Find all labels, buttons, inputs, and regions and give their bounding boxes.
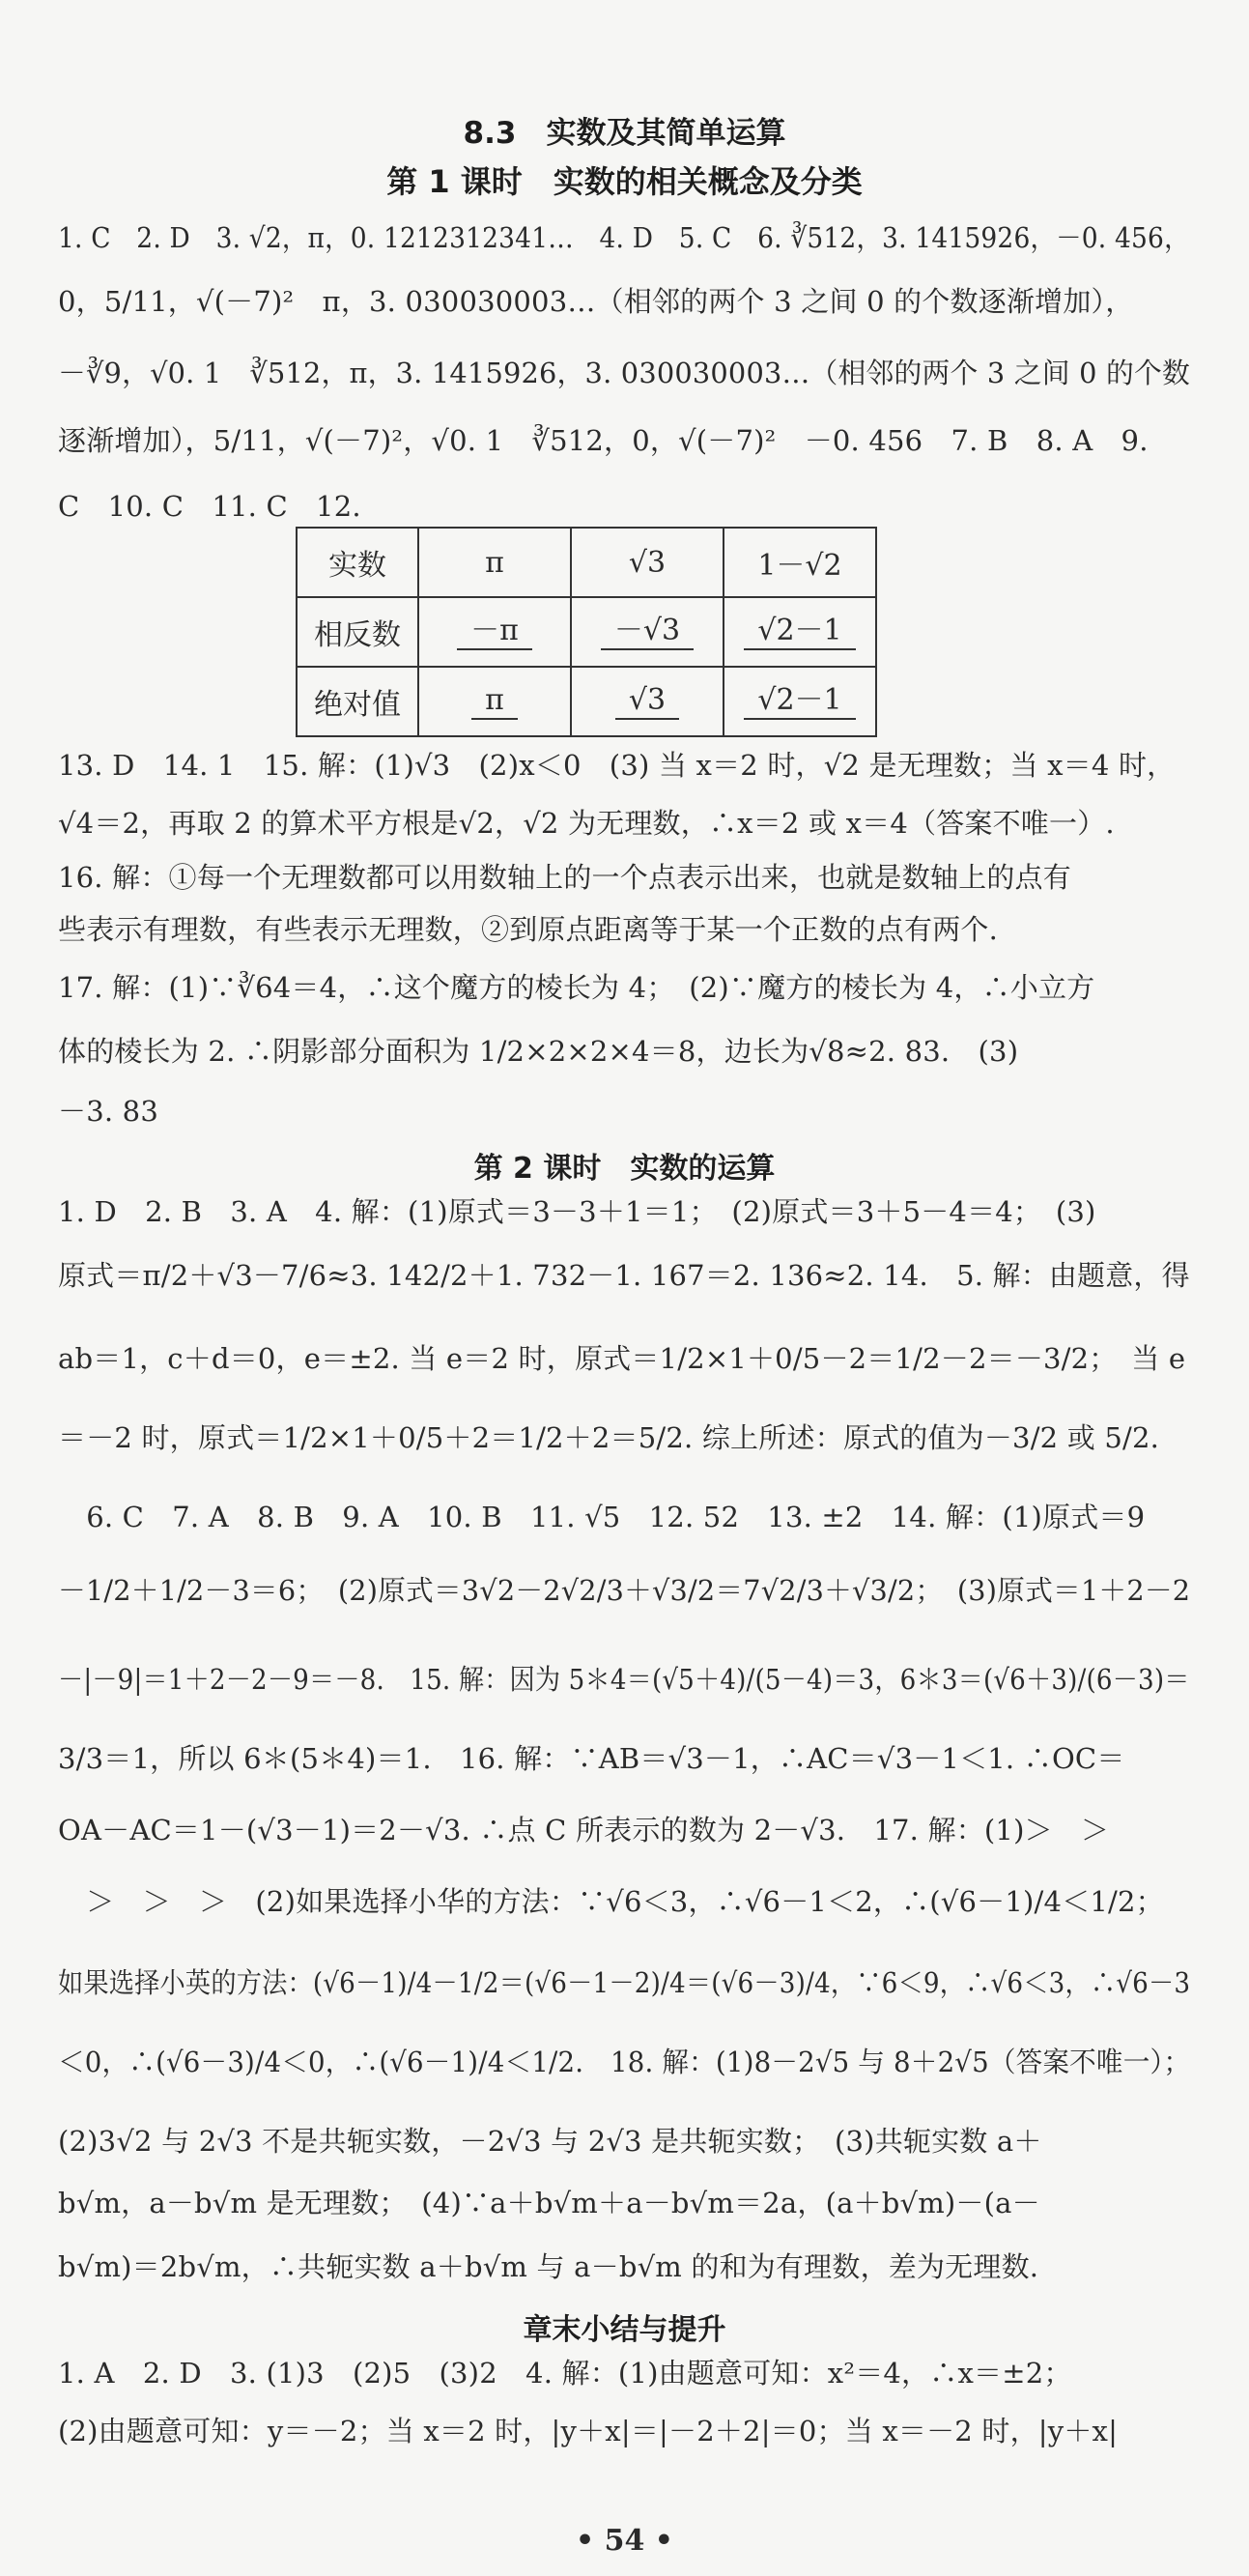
table-answer: －π: [457, 614, 532, 650]
text-line: (2)由题意可知：y＝－2；当 x＝2 时，|y＋x|＝|－2＋2|＝0；当 x＝－2 时，|y＋x|: [58, 2415, 1119, 2447]
text-line: 原式＝π/2＋√3－7/6≈3. 142/2＋1. 732－1. 167＝2. 136≈2. 14. 5. 解：由题意，得: [58, 1259, 1190, 1292]
text-line: ＝－2 时，原式＝1/2×1＋0/5＋2＝1/2＋2＝5/2. 综上所述：原式的值为－3/2 或 5/2.: [58, 1421, 1160, 1454]
table-answer: √3: [615, 683, 679, 720]
table-cell: π: [418, 528, 571, 597]
text-line: 0，5/11，√(－7)² π，3. 030030003…（相邻的两个 3 之间 0 的个数逐渐增加），: [58, 285, 1134, 318]
table-row: [297, 667, 876, 736]
table-answer: π: [471, 683, 518, 720]
table-answer: －√3: [601, 614, 694, 650]
text-line: 13. D 14. 1 15. 解：(1)√3 (2)x＜0 (3) 当 x＝2 时，√2 是无理数；当 x＝4 时，: [58, 749, 1176, 782]
table-answer: √2－1: [744, 683, 855, 720]
table-cell: 1－√2: [724, 528, 876, 597]
text-line: －|－9|＝1＋2－2－9＝－8. 15. 解：因为 5＊4＝(√5＋4)/(5－4)＝3，6＊3＝(√6＋3)/(6－3)＝: [58, 1663, 1190, 1696]
table-row: [297, 597, 876, 667]
real-number-table: [296, 527, 877, 737]
text-line: 逐渐增加），5/11，√(－7)²，√0. 1 ∛512，0，√(－7)² －0. 456 7. B 8. A 9.: [58, 424, 1149, 457]
page-number: • 54 •: [576, 2524, 673, 2558]
lesson2-title: 第 2 课时 实数的运算: [473, 1152, 776, 1186]
text-line: －1/2＋1/2－3＝6； (2)原式＝3√2－2√2/3＋√3/2＝7√2/3＋√3/2； (3)原式＝1＋2－2: [58, 1574, 1191, 1607]
text-line: OA－AC＝1－(√3－1)＝2－√3. ∴点 C 所表示的数为 2－√3. 17. 解：(1)＞ ＞: [58, 1814, 1110, 1846]
text-line: 1. D 2. B 3. A 4. 解：(1)原式＝3－3＋1＝1； (2)原式＝3＋5－4＝4； (3): [58, 1195, 1096, 1228]
text-line: ab＝1，c＋d＝0，e＝±2. 当 e＝2 时，原式＝1/2×1＋0/5－2＝1/2－2＝－3/2； 当 e: [58, 1342, 1186, 1375]
text-line: C 10. C 11. C 12.: [58, 490, 361, 523]
table-answer: √2－1: [744, 614, 855, 650]
summary-title: 章末小结与提升: [523, 2313, 726, 2347]
text-line: 16. 解：①每一个无理数都可以用数轴上的一个点表示出来，也就是数轴上的点有: [58, 861, 1071, 894]
text-line: (2)3√2 与 2√3 不是共轭实数，－2√3 与 2√3 是共轭实数； (3)共轭实数 a＋: [58, 2125, 1042, 2158]
text-line: b√m，a－b√m 是无理数； (4)∵a＋b√m＋a－b√m＝2a，(a＋b√m)－(a－: [58, 2187, 1040, 2219]
text-line: －∛9，√0. 1 ∛512，π，3. 1415926，3. 030030003…（相邻的两个 3 之间 0 的个数: [58, 357, 1190, 389]
text-line: 体的棱长为 2. ∴阴影部分面积为 1/2×2×2×4＝8，边长为√8≈2. 83. (3): [58, 1035, 1019, 1068]
text-line: √4＝2，再取 2 的算术平方根是√2，√2 为无理数，∴x＝2 或 x＝4（答案不唯一）.: [58, 807, 1115, 840]
text-line: 17. 解：(1)∵∛64＝4，∴这个魔方的棱长为 4； (2)∵魔方的棱长为 4，∴小立方: [58, 971, 1095, 1004]
text-line: 些表示有理数，有些表示无理数，②到原点距离等于某一个正数的点有两个.: [58, 913, 999, 946]
table-header-cell: 实数: [297, 528, 418, 597]
table-cell: √3: [571, 528, 724, 597]
text-line: ＞ ＞ ＞ (2)如果选择小华的方法：∵√6＜3，∴√6－1＜2，∴(√6－1)/4＜1/2；: [58, 1885, 1164, 1918]
text-line: 3/3＝1，所以 6＊(5＊4)＝1. 16. 解：∵AB＝√3－1，∴AC＝√3－1＜1. ∴OC＝: [58, 1742, 1125, 1775]
text-line: b√m)＝2b√m，∴共轭实数 a＋b√m 与 a－b√m 的和为有理数，差为无理数.: [58, 2250, 1039, 2283]
table-header-cell: 绝对值: [297, 667, 418, 736]
text-line: ＜0，∴(√6－3)/4＜0，∴(√6－1)/4＜1/2. 18. 解：(1)8－2√5 与 8＋2√5（答案不唯一）；: [58, 2046, 1191, 2078]
text-line: 1. C 2. D 3. √2，π，0. 1212312341… 4. D 5. C 6. ∛512，3. 1415926，－0. 456，: [58, 221, 1190, 254]
section-title: 8.3 实数及其简单运算: [463, 116, 786, 151]
text-line: 1. A 2. D 3. (1)3 (2)5 (3)2 4. 解：(1)由题意可知：x²＝4，∴x＝±2；: [58, 2357, 1072, 2390]
lesson1-title: 第 1 课时 实数的相关概念及分类: [386, 163, 863, 200]
text-line: －3. 83: [58, 1095, 158, 1128]
table-row: [297, 528, 876, 597]
text-line: 6. C 7. A 8. B 9. A 10. B 11. √5 12. 52 13. ±2 14. 解：(1)原式＝9: [58, 1501, 1146, 1533]
text-line: 如果选择小英的方法：(√6－1)/4－1/2＝(√6－1－2)/4＝(√6－3)/4，∵6＜9，∴√6＜3，∴√6－3: [58, 1966, 1191, 1999]
table-header-cell: 相反数: [297, 597, 418, 667]
